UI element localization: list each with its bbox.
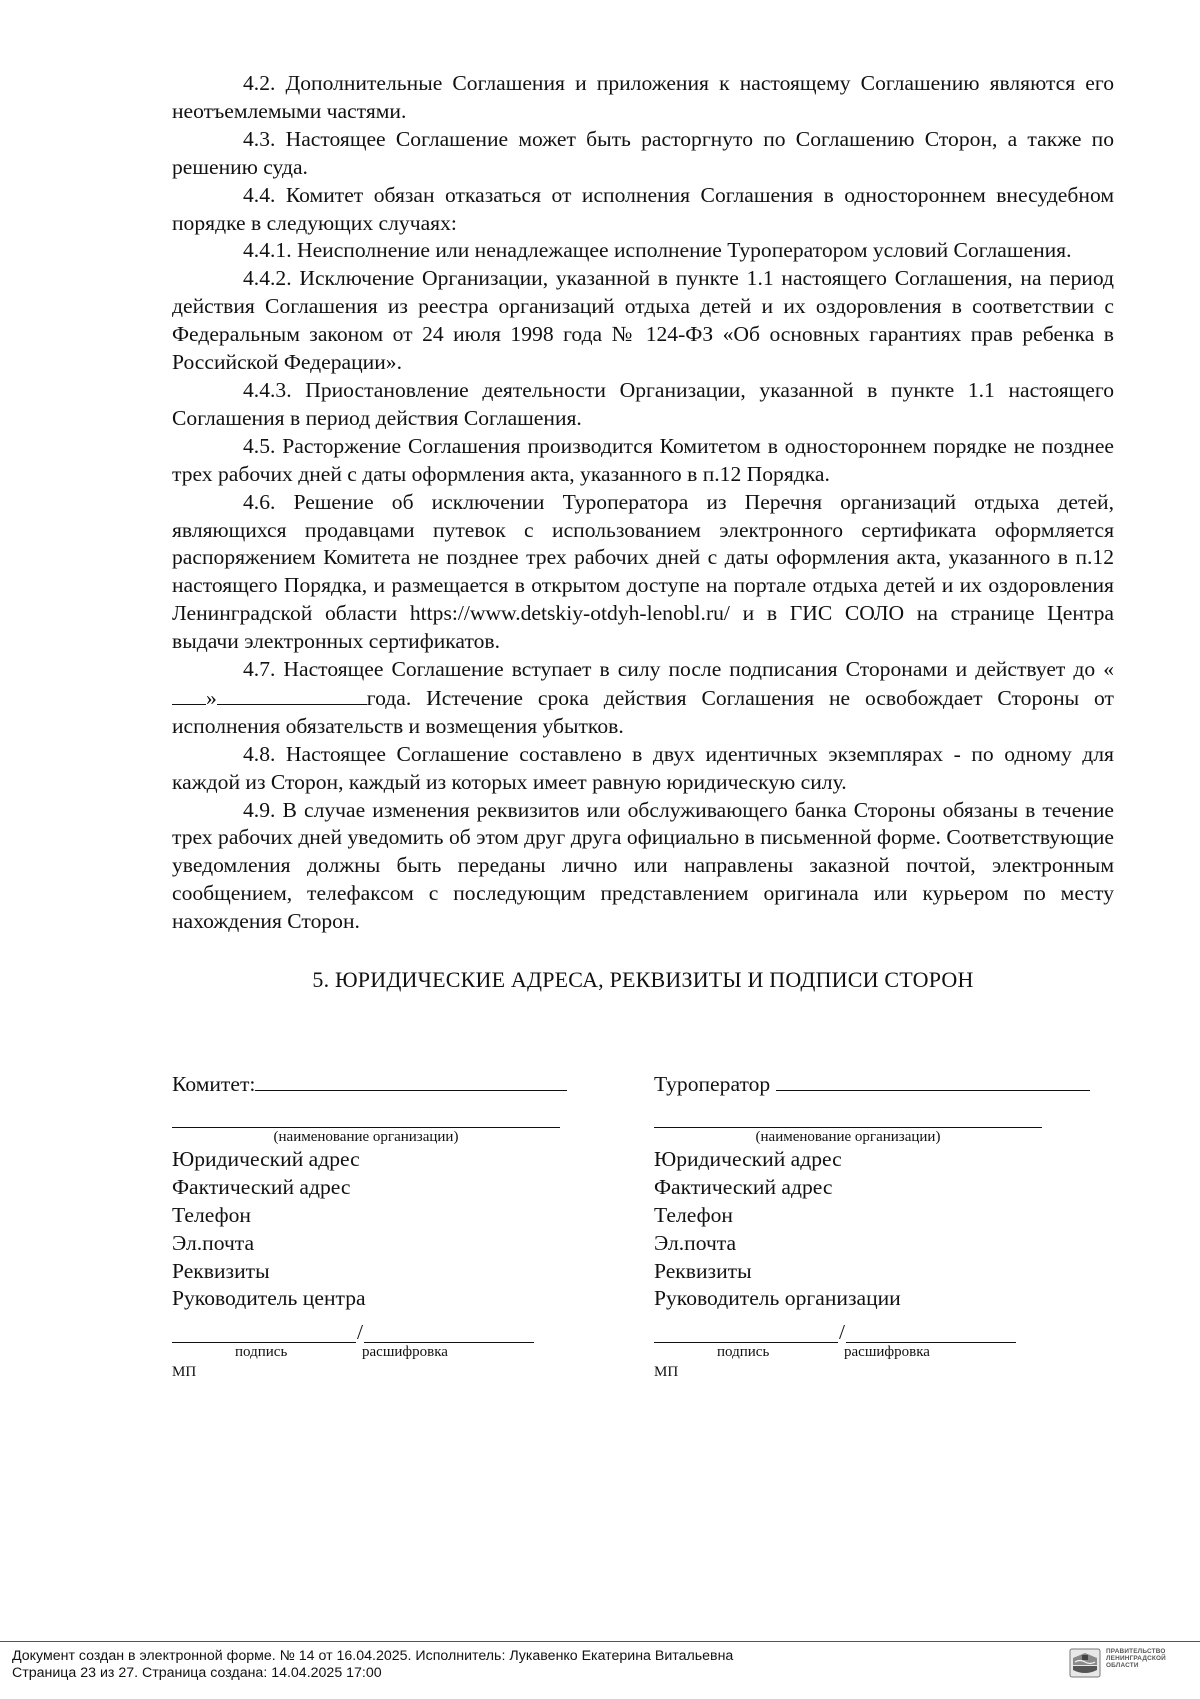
right-signature-captions <box>654 1343 1074 1363</box>
right-legal-address: Юридический адрес <box>654 1146 842 1171</box>
right-actual-address: Фактический адрес <box>654 1174 833 1199</box>
right-head: Руководитель организации <box>654 1286 901 1311</box>
month-blank <box>217 684 367 705</box>
right-signature-row <box>654 1315 1074 1343</box>
left-signature-row <box>172 1315 592 1343</box>
footer-document-info: Документ создан в электронной форме. № 14 от 16.04.2025. Исполнитель: Лукавенко Екатерина Витальевна <box>12 1648 734 1664</box>
right-email: Эл.почта <box>654 1230 737 1255</box>
section-title: 5. ЮРИДИЧЕСКИЕ АДРЕСА, РЕКВИЗИТЫ И ПОДПИСИ СТОРОН <box>312 967 974 993</box>
paragraph-4-8: 4.8. Настоящее Соглашение составлено в двух идентичных экземплярах - по одному для каждой из Сторон, каждый из которых имеет равную юридическую силу. <box>172 741 1114 794</box>
left-head: Руководитель центра <box>172 1286 366 1311</box>
right-party-name-caption: (наименование организации) <box>755 1128 941 1145</box>
left-party-label-line <box>255 1070 567 1091</box>
left-requisites: Реквизиты <box>172 1258 270 1283</box>
right-phone: Телефон <box>654 1202 733 1227</box>
paragraph-4-7 <box>172 656 1114 741</box>
right-requisites: Реквизиты <box>654 1258 752 1283</box>
right-signature-line <box>654 1320 838 1343</box>
logo-line-3: ОБЛАСТИ <box>1106 1662 1139 1670</box>
document-body <box>172 70 1114 994</box>
paragraph-4-3: 4.3. Настоящее Соглашение может быть расторгнуто по Соглашению Сторон, а также по решению суда. <box>172 126 1114 179</box>
paragraph-4-4-3: 4.4.3. Приостановление деятельности Организации, указанной в пункте 1.1 настоящего Соглашения в период действия Соглашения. <box>172 377 1114 430</box>
paragraph-4-2: 4.2. Дополнительные Соглашения и приложения к настоящему Соглашению являются его неотъемлемыми частями. <box>172 71 1114 123</box>
right-stamp-mark: МП <box>654 1364 679 1381</box>
right-party-label: Туроператор <box>654 1072 771 1096</box>
right-party-label-line <box>776 1070 1090 1091</box>
paragraph-4-4: 4.4. Комитет обязан отказаться от исполнения Соглашения в одностороннем внесудебном порядке в следующих случаях: <box>172 182 1114 235</box>
footer-page-info: Страница 23 из 27. Страница создана: 14.04.2025 17:00 <box>12 1665 382 1681</box>
day-blank <box>172 684 206 705</box>
paragraph-4-6: 4.6. Решение об исключении Туроператора из Перечня организаций отдыха детей, являющихся продавцами путевок с использованием электронного сертификата оформляется распоряжением Комитета не позднее трех рабочих дней с даты оформления акта, указанного в п.12 настоящего Порядка, и размещается в открытом доступе на портале отдыха детей и их оздоровления Ленинградской области https://www.detskiy-otdyh-lenobl.ru/ и в ГИС СОЛО на странице Центра выдачи электронных сертификатов. <box>172 489 1114 654</box>
right-decode-line <box>846 1320 1016 1343</box>
right-decode-caption: расшифровка <box>844 1344 930 1361</box>
left-stamp-mark: МП <box>172 1364 197 1381</box>
footer-text <box>12 1648 733 1682</box>
right-party-name-line <box>654 1105 1042 1128</box>
left-signature-line <box>172 1320 356 1343</box>
left-email: Эл.почта <box>172 1230 255 1255</box>
right-signature-caption: подпись <box>717 1344 770 1361</box>
left-party-header <box>172 1070 592 1099</box>
right-party-header <box>654 1070 1074 1099</box>
coat-of-arms-icon <box>1069 1648 1101 1678</box>
left-phone: Телефон <box>172 1202 251 1227</box>
left-signature-caption: подпись <box>235 1344 288 1361</box>
logo-line-2: ЛЕНИНГРАДСКОЙ <box>1106 1655 1166 1663</box>
right-party-block <box>654 1070 1074 1381</box>
paragraph-4-7-end: года. Истечение срока действия Соглашения не освобождает Стороны от исполнения обязательств и возмещения убытков. <box>172 685 1114 738</box>
left-legal-address: Юридический адрес <box>172 1146 360 1171</box>
left-decode-line <box>364 1320 534 1343</box>
left-decode-caption: расшифровка <box>362 1344 448 1361</box>
paragraph-4-7-start: 4.7. Настоящее Соглашение вступает в силу после подписания Сторонами и действует до « <box>243 657 1114 682</box>
left-party-label: Комитет: <box>172 1072 256 1096</box>
paragraph-4-4-2: 4.4.2. Исключение Организации, указанной в пункте 1.1 настоящего Соглашения, на период действия Соглашения из реестра организаций отдыха детей и их оздоровления в соответствии с Федеральным законом от 24 июля 1998 года № 124-ФЗ «Об основных гарантиях прав ребенка в Российской Федерации». <box>172 266 1114 375</box>
paragraph-4-9: 4.9. В случае изменения реквизитов или обслуживающего банка Стороны обязаны в течение трех рабочих дней уведомить об этом друг друга официально в письменной форме. Соответствующие уведомления должны быть переданы лично или направлены заказной почтой, электронным сообщением, телефаксом с последующим представлением оригинала или курьером по месту нахождения Сторон. <box>172 797 1114 934</box>
government-logo <box>1069 1648 1166 1678</box>
logo-line-1: ПРАВИТЕЛЬСТВО <box>1106 1648 1166 1655</box>
logo-text <box>1106 1648 1166 1670</box>
left-party-block <box>172 1070 592 1381</box>
left-signature-captions <box>172 1343 592 1363</box>
paragraph-4-5: 4.5. Расторжение Соглашения производится Комитетом в одностороннем порядке не позднее трех рабочих дней с даты оформления акта, указанного в п.12 Порядка. <box>172 433 1114 486</box>
left-signature-slash: / <box>357 1320 363 1345</box>
paragraph-4-4-1: 4.4.1. Неисполнение или ненадлежащее исполнение Туроператором условий Соглашения. <box>243 238 1072 263</box>
paragraph-4-7-quote: » <box>206 685 217 710</box>
left-party-name-line <box>172 1105 560 1128</box>
right-signature-slash: / <box>839 1320 845 1345</box>
left-party-name-caption: (наименование организации) <box>273 1128 459 1145</box>
page-footer <box>0 1641 1200 1699</box>
left-actual-address: Фактический адрес <box>172 1174 351 1199</box>
